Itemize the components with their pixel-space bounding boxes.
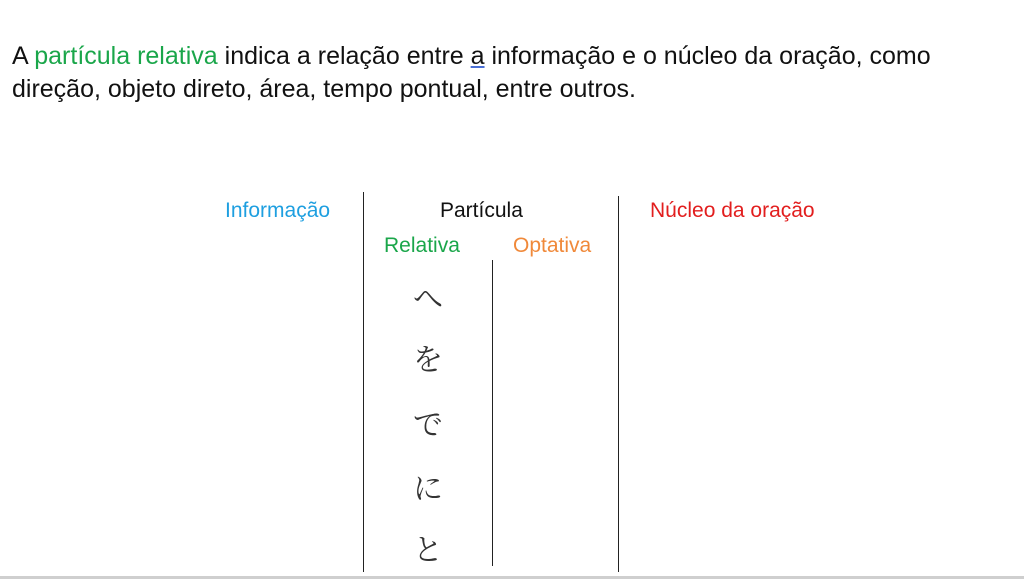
optative-subheader: Optativa [513,234,592,257]
particle-wo: を [413,343,443,378]
column-divider-middle [492,260,493,566]
intro-rest: informação e o núcleo da oração, como direção, objeto direto, área, tempo pontual, entre outros. [12,42,931,103]
particle-de: で [413,408,443,443]
intro-prefix: A [12,42,35,70]
relative-subheader: Relativa [384,234,460,257]
column-divider-right [618,196,619,572]
column-divider-left [363,192,364,572]
intro-paragraph [12,40,1020,106]
particle-column-header: Partícula [440,199,523,222]
nucleus-column-header: Núcleo da oração [650,199,815,222]
particle-to: と [413,533,443,568]
info-column-header: Informação [225,199,331,222]
intro-middle: indica a relação entre [217,42,471,70]
intro-highlight: partícula relativa [34,42,218,70]
particle-he: へ [413,282,443,317]
particle-ni: に [413,472,443,507]
intro-underlined-word: a [470,42,485,70]
